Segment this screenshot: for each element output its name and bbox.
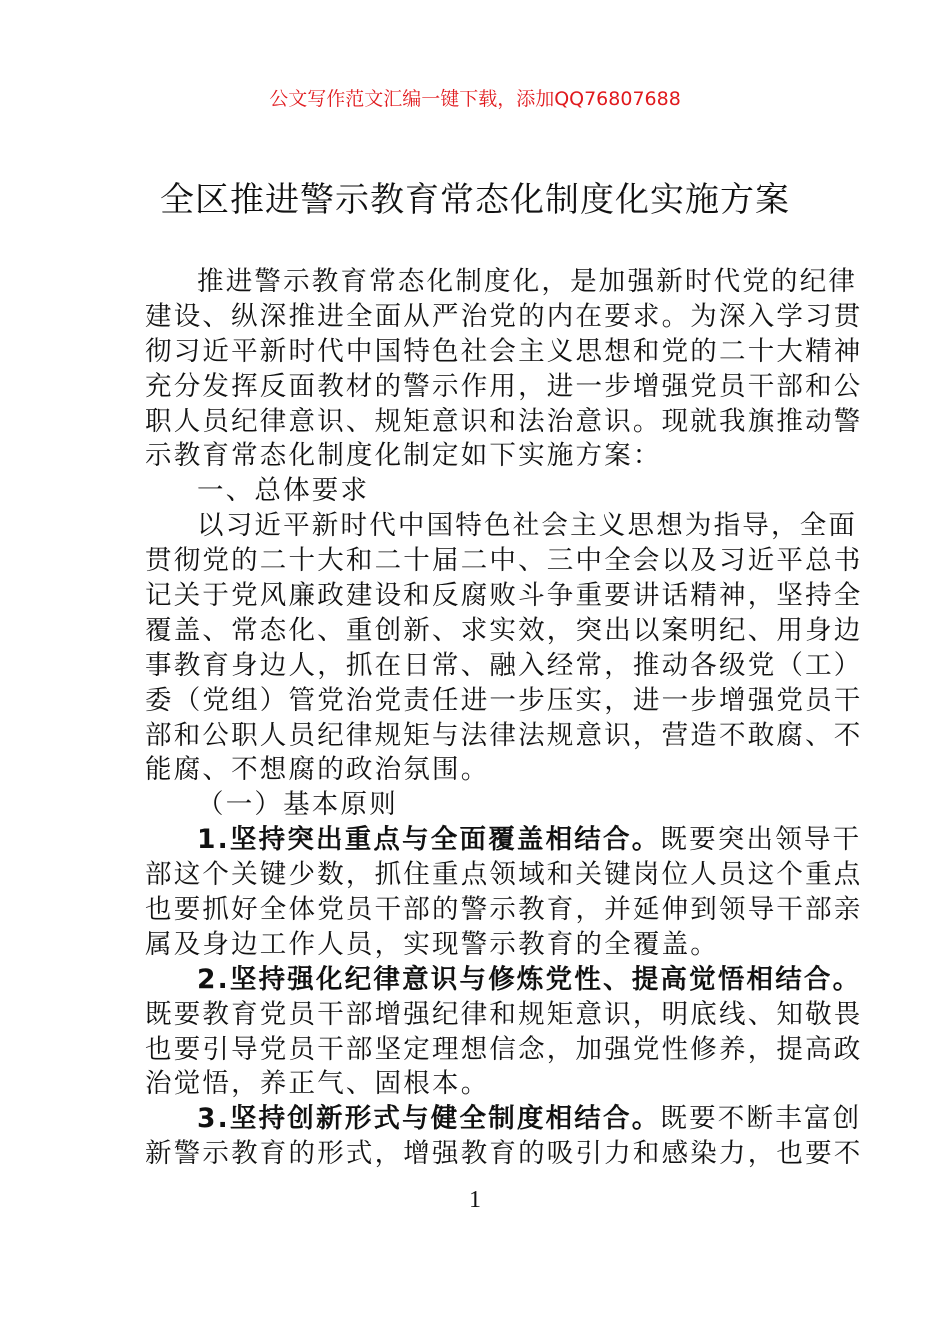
principle-2-line <box>145 963 862 998</box>
paragraph-line: 记关于党风廉政建设和反腐败斗争重要讲话精神，坚持全 <box>145 580 863 612</box>
paragraph-line: 属及身边工作人员，实现警示教育的全覆盖。 <box>145 928 719 960</box>
paragraph-line: 新警示教育的形式，增强教育的吸引力和感染力，也要不 <box>145 1138 863 1170</box>
paragraph-line: 能腐、不想腐的政治氛围。 <box>145 754 490 786</box>
principle-3-heading: 3.坚持创新形式与健全制度相结合。 <box>197 1103 661 1135</box>
section-heading: 一、总体要求 <box>197 475 370 507</box>
paragraph-line: 也要抓好全体党员干部的警示教育，并延伸到领导干部亲 <box>145 894 863 926</box>
subsection-heading: （一）基本原则 <box>197 789 398 821</box>
principle-3-line: 3.坚持创新形式与健全制度相结合。既要不断丰富创 <box>197 1103 862 1135</box>
paragraph-line: 贯彻党的二十大和二十届二中、三中全会以及习近平总书 <box>145 545 863 577</box>
paragraph-line: 事教育身边人，抓在日常、融入经常，推动各级党（工） <box>145 649 863 681</box>
principle-1-line: 1.坚持突出重点与全面覆盖相结合。既要突出领导干 <box>197 824 862 856</box>
paragraph-line: 部和公职人员纪律规矩与法律法规意识，营造不敢腐、不 <box>145 719 863 751</box>
page-number: 1 <box>469 1187 481 1213</box>
paragraph-line: 职人员纪律意识、规矩意识和法治意识。现就我旗推动警 <box>145 405 863 437</box>
paragraph-line: 也要引导党员干部坚定理想信念，加强党性修养，提高政 <box>145 1033 863 1065</box>
paragraph-line: 充分发挥反面教材的警示作用，进一步增强党员干部和公 <box>145 370 863 402</box>
paragraph-line: 既要教育党员干部增强纪律和规矩意识，明底线、知敬畏 <box>145 998 863 1030</box>
paragraph-line: 推进警示教育常态化制度化，是加强新时代党的纪律 <box>197 266 858 297</box>
principle-2-heading: 2.坚持强化纪律意识与修炼党性、提高觉悟相结合。 <box>197 963 862 995</box>
document-body <box>145 265 863 1172</box>
download-watermark: 公文写作范文汇编一键下载，添加QQ76807688 <box>269 88 681 110</box>
paragraph-line: 建设、纵深推进全面从严治党的内在要求。为深入学习贯 <box>145 300 863 332</box>
paragraph-line: 覆盖、常态化、重创新、求实效，突出以案明纪、用身边 <box>145 614 863 646</box>
principle-1-heading: 1.坚持突出重点与全面覆盖相结合。 <box>197 824 661 856</box>
paragraph-line: 治觉悟，养正气、固根本。 <box>145 1068 490 1100</box>
paragraph-line: 委（党组）管党治党责任进一步压实，进一步增强党员干 <box>145 684 863 716</box>
paragraph-line: 示教育常态化制度化制定如下实施方案： <box>145 440 662 472</box>
paragraph-line: 部这个关键少数，抓住重点领域和关键岗位人员这个重点 <box>145 859 863 891</box>
paragraph-line: 彻习近平新时代中国特色社会主义思想和党的二十大精神 <box>145 335 863 367</box>
paragraph-line: 以习近平新时代中国特色社会主义思想为指导，全面 <box>197 510 858 542</box>
document-title: 全区推进警示教育常态化制度化实施方案 <box>160 180 790 220</box>
